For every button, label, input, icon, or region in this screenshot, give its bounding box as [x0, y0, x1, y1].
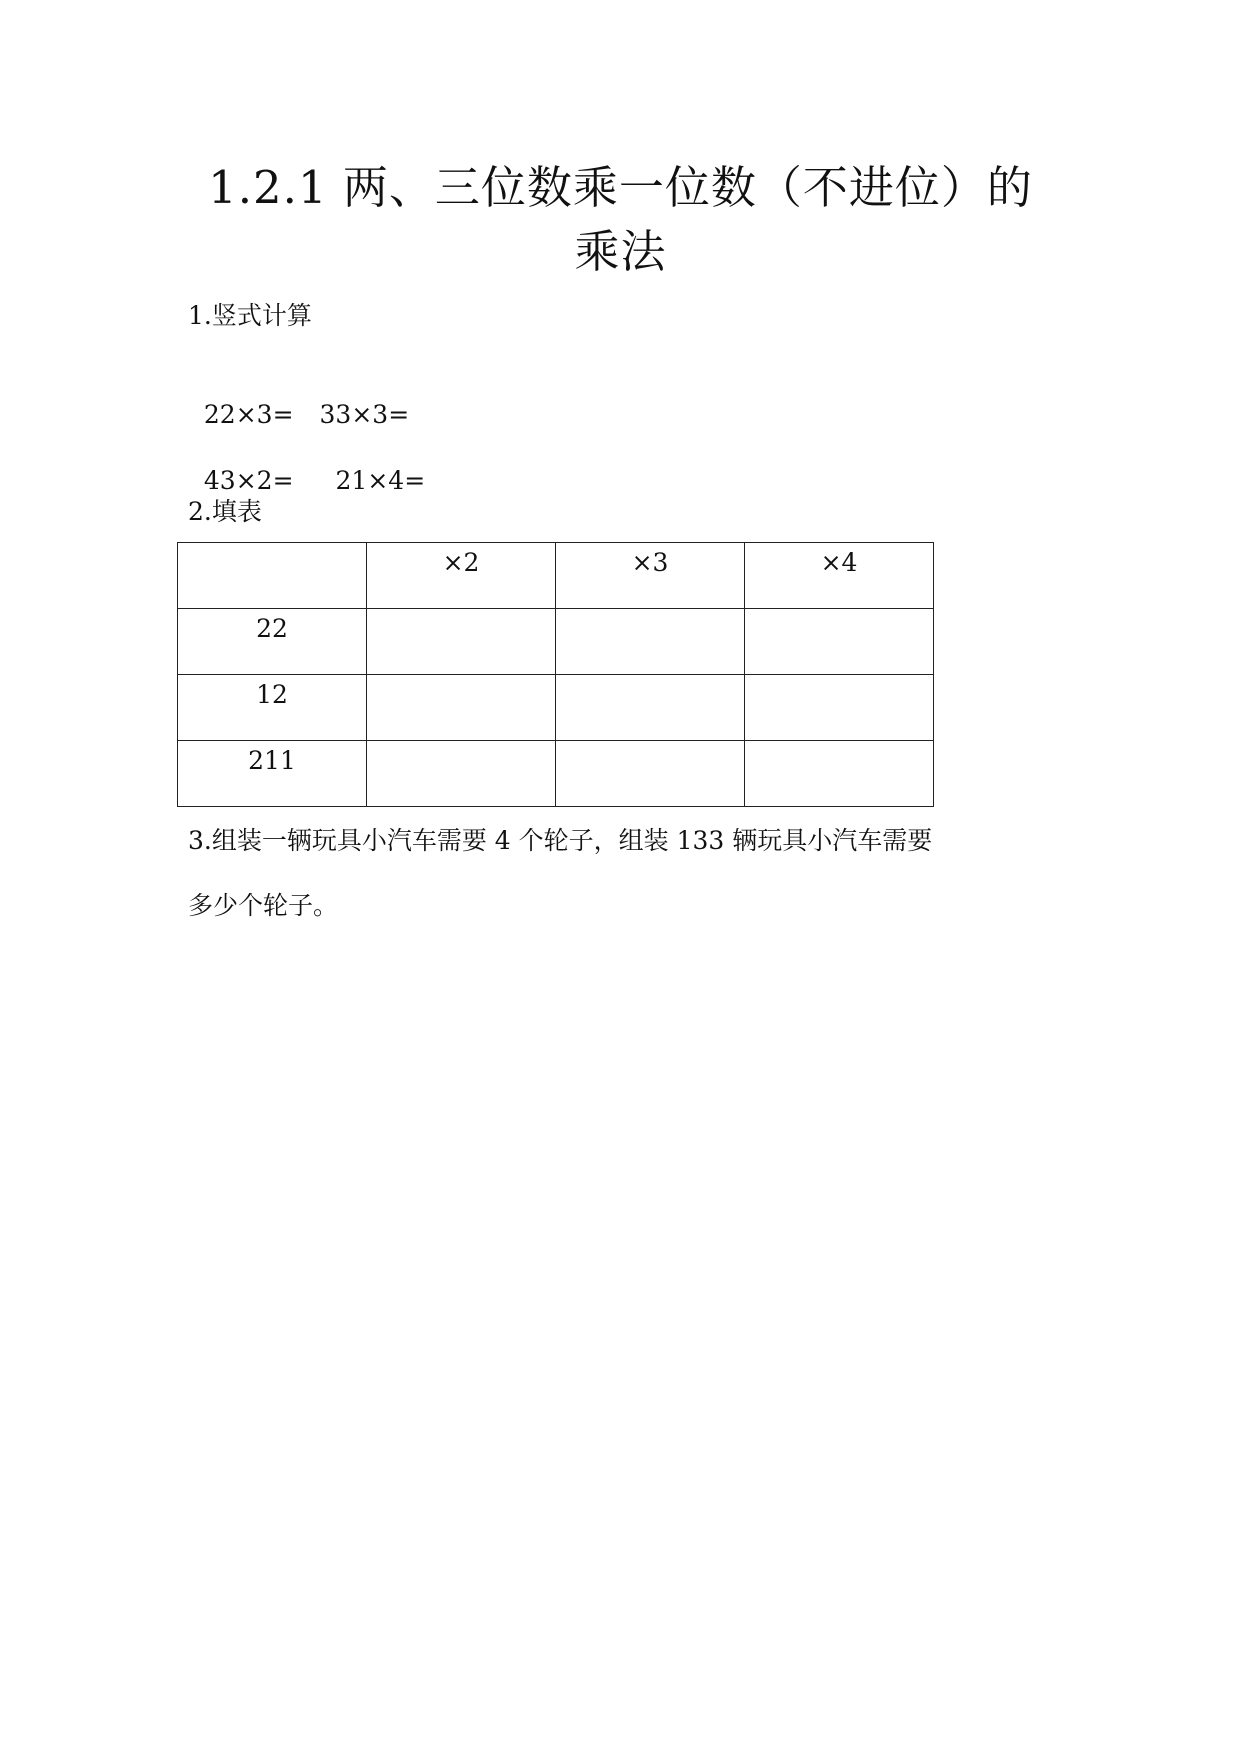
expression-21x4: 21×4=	[335, 466, 426, 495]
expression-row-1	[188, 364, 409, 432]
question-3-text-line-2: 多少个轮子。	[188, 891, 339, 920]
table-row-label: 12	[178, 675, 367, 741]
question-2-heading: 2.填表	[188, 497, 262, 526]
table-header-cell: ×3	[556, 543, 745, 609]
table-header-cell: ×4	[745, 543, 934, 609]
question-1-heading: 1.竖式计算	[188, 301, 312, 330]
answer-cell[interactable]	[556, 675, 745, 741]
page-title-line-1: 1.2.1 两、三位数乘一位数（不进位）的	[208, 161, 1033, 214]
table-row-label: 22	[178, 609, 367, 675]
expression-43x2: 43×2=	[203, 466, 294, 495]
expression-22x3: 22×3=	[203, 400, 294, 429]
expression-33x3: 33×3=	[319, 400, 410, 429]
answer-cell[interactable]	[367, 741, 556, 807]
answer-cell[interactable]	[556, 609, 745, 675]
answer-cell[interactable]	[745, 741, 934, 807]
table-header-row	[178, 543, 934, 609]
table-corner-cell	[178, 543, 367, 609]
question-3-text-line-1: 3.组装一辆玩具小汽车需要 4 个轮子，组装 133 辆玩具小汽车需要	[188, 826, 933, 855]
table-row-label: 211	[178, 741, 367, 807]
expression-row-2	[188, 430, 425, 498]
table-row	[178, 741, 934, 807]
answer-cell[interactable]	[367, 675, 556, 741]
answer-cell[interactable]	[745, 609, 934, 675]
fill-in-table	[177, 542, 934, 807]
page-title-line-2: 乘法	[574, 225, 667, 278]
table-row	[178, 675, 934, 741]
answer-cell[interactable]	[745, 675, 934, 741]
table-header-cell: ×2	[367, 543, 556, 609]
table-row	[178, 609, 934, 675]
answer-cell[interactable]	[556, 741, 745, 807]
answer-cell[interactable]	[367, 609, 556, 675]
